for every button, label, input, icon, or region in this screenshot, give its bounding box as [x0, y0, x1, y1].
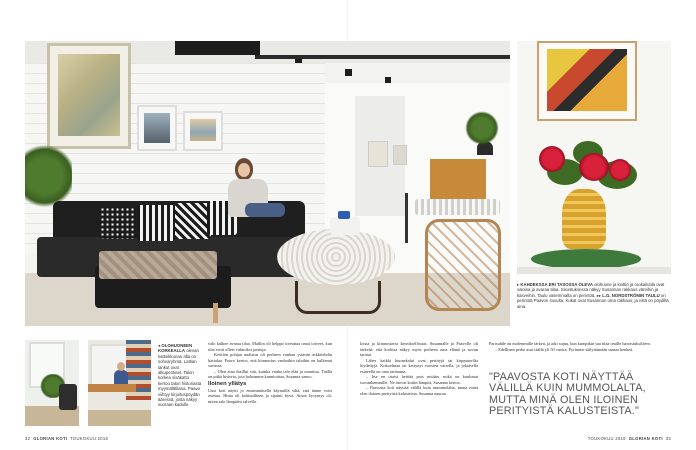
striped-cushion-2: [175, 203, 211, 239]
back-wall-frame-2: [393, 145, 407, 165]
magazine-name: GLORIAN KOTI: [33, 436, 68, 441]
left-page-footer: [25, 436, 108, 441]
magazine-name: GLORIAN KOTI: [628, 436, 663, 441]
lace-coffee-table: [277, 229, 395, 285]
chair-leg: [405, 193, 408, 243]
decor-object: [330, 217, 360, 235]
peony-icon: [539, 146, 565, 172]
article-column-2: [360, 341, 478, 396]
map-painting-icon: [58, 54, 120, 136]
ceiling-beam: [175, 41, 260, 55]
left-photo-caption: [158, 343, 202, 408]
pull-quote: "PAAVOSTA KOTI NÄYTTÄÄ VÄLILLÄ KUIN MUMMOLALTA, MUTTA MINÄ OLEN ILOINEN PERITYISTÄ KALUSTEISTA.": [489, 371, 646, 418]
paragraph: Uusi koti näytti jo ensimmäisellä käynnillä siltä, että tänne voisi asettua. Hinta oli kohtuullinen ja sijainti hyvä. Ainoa kysymys oli, miten talo lämpiäisi talvella.: [208, 387, 332, 404]
paragraph: – Edellinen perhe asui täällä yli 50 vuotta. Pyrimme säilyttämään samaa henkeä.: [495, 346, 634, 352]
right-page-footer: [588, 436, 671, 441]
article-column-1: [208, 341, 332, 404]
map-painting-frame: [47, 43, 131, 149]
paragraph: Keittiön pohjan uudistus oli perheen vanhan ystävän arkkitehdin käsialaa. Paavo kertoo, että kiinnostus vanhoihin taloihin on kulkenut suvussa.: [208, 352, 332, 368]
caption-text-2: on perintöä Paavon suvulta. Kukat ovat Susannan oma rakkaus, ja niitä on pöydillä aina.: [517, 292, 669, 309]
section-subhead: Iloinen yllätys: [208, 380, 247, 387]
caption-lead: KAHDEKSSA ERI TASOSSA OLEVA: [520, 282, 593, 287]
dotted-cushion: [100, 207, 136, 239]
desk-photo: [88, 340, 151, 426]
striped-cushion: [137, 205, 175, 241]
shelf-shadow: [517, 267, 671, 274]
abstract-painting-icon: [547, 49, 627, 111]
woman-face: [238, 163, 250, 177]
paragraph: – Itse en osaisi heittää pois mitään, mikä on kuulunut isovanhemmille. Ne tuovat kotiin lämpöä, Susanna kertoo.: [360, 374, 478, 385]
article-column-3: [489, 341, 669, 352]
wooden-desk: [88, 384, 136, 392]
caption-text: olevan kattoikkunan alla on sohvaryhmä. Lattian lankut ovat alkuperäiset. Talon korkea sisäkatto kertoo talon historiasta myymälätilana. Paavo viihtyy kirjoituspöydän ääressä, josta näkyy suoraan kadulle.: [158, 348, 202, 408]
issue-label: TOUKOKUU 2016: [587, 436, 626, 441]
dark-chair: [59, 384, 77, 410]
dining-table-cloth: [415, 199, 500, 215]
back-wall-frame: [368, 141, 388, 167]
flower-vase-photo: [517, 41, 671, 274]
wooden-cabinet: [430, 159, 486, 199]
striped-vase: [562, 189, 606, 249]
paragraph: loisia ja kiinnostavia kerroksellisuus. Susannalle ja Paavolle oli tärkeää, että kodissa näkyy myös perheen oma elämä ja suvun tarinat.: [360, 341, 478, 357]
right-photo-caption: [517, 282, 671, 309]
seascape-print-icon: [144, 113, 170, 143]
page-number: 32: [25, 436, 31, 441]
ottoman-leg: [213, 303, 218, 323]
green-stool: [531, 249, 641, 269]
small-print-frame-2: [183, 111, 223, 151]
blue-toy: [338, 211, 350, 219]
caption-arrow: ◂: [158, 343, 162, 348]
floor: [88, 410, 151, 426]
window-corner-photo: [25, 340, 79, 426]
living-room-photo: [25, 41, 510, 326]
paragraph: Lähes kaikki huonekalut ovat perittyjä tai kirpputorilta löydettyjä. Kokoelmaa on kertynyt vuosien varrella, ja jokaisella esineellä on oma tarinansa.: [360, 357, 478, 374]
knitted-blanket: [99, 251, 217, 279]
abstract-art-frame: [537, 41, 637, 121]
small-print-frame: [137, 105, 177, 151]
paragraph: – Paavosta koti näyttää välillä kuin mummolalta, mutta minä olen iloinen perityistä kalusteista, Susanna nauraa.: [360, 385, 478, 396]
paragraph: Parisuhde on molemmille tärkeä, ja arki sujuu, kun kumpikin saa tilaa omille harrastuksilleen.: [489, 341, 651, 346]
rattan-chair: [425, 219, 501, 311]
paragraph: valo kulkee avaraa tilaa. Malliin oli helppo toteuttaa omat toiveet, kun tilat eivät olleet valmiiksi jaettuja.: [208, 341, 332, 352]
hanging-plant-icon: [465, 111, 499, 145]
caption-lead-2: L.G. NORDSTRÖMIN TAULU: [602, 292, 660, 298]
table-base: [295, 281, 381, 314]
landscape-print-icon: [190, 119, 216, 141]
issue-label: TOUKOKUU 2016: [70, 436, 109, 441]
woman-jeans: [245, 203, 285, 217]
man-face: [117, 362, 125, 371]
peony-icon: [609, 159, 631, 181]
paragraph: – Olen aina ihaillut sitä, kuinka vanha talo elää ja muuttuu. Täällä on pitkä historia, jota haluamme kunnioittaa, Susanna sanoo.: [208, 368, 332, 379]
caption-lead: OLOHUONEEN KORKEALLA: [158, 343, 193, 354]
ceiling-rail: [255, 55, 510, 59]
peony-icon: [579, 153, 609, 181]
caption-arrow: ▸: [517, 282, 521, 287]
page-number: 33: [665, 436, 671, 441]
caption-arrow: ▸▸: [596, 292, 603, 298]
caption-text: olohuone ja keittiö ja ruokailutila ovat valoisa ja avaraa tilaa. Sisustuksessa näkyy Susannan rakkaus väreihin ja kasveihin. Taulu vasemmalla on perintöä.: [517, 282, 665, 298]
ceiling-beam-end: [345, 69, 352, 76]
